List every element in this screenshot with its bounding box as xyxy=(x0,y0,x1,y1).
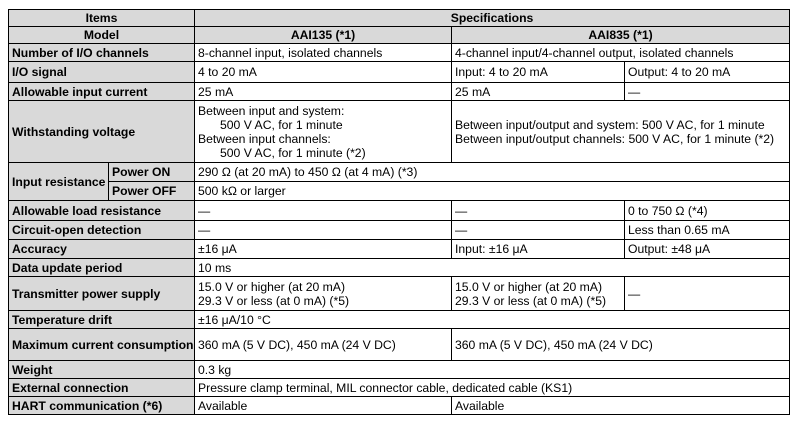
withstanding-a-line-2: 500 V AC, for 1 minute xyxy=(220,117,343,132)
transmitter-power-aai835-output: — xyxy=(625,277,790,311)
weight-label: Weight xyxy=(9,361,195,379)
withstanding-voltage-aai835 xyxy=(452,101,790,163)
temperature-drift-label: Temperature drift xyxy=(9,311,195,329)
io-channels-aai135: 8-channel input, isolated channels xyxy=(195,44,452,62)
specifications-table xyxy=(8,9,790,415)
row-max-current xyxy=(9,329,790,361)
power-off-value: 500 kΩ or larger xyxy=(195,182,790,201)
allowable-input-aai835-input: 25 mA xyxy=(452,83,625,101)
weight-value: 0.3 kg xyxy=(195,361,790,379)
circuit-open-aai835-input: — xyxy=(452,221,625,240)
io-channels-label: Number of I/O channels xyxy=(9,44,195,62)
max-current-aai135: 360 mA (5 V DC), 450 mA (24 V DC) xyxy=(195,329,452,361)
model-header: Model xyxy=(9,27,195,44)
load-resistance-aai835-input: — xyxy=(452,201,625,221)
transmitter-power-aai135 xyxy=(195,277,452,311)
items-header: Items xyxy=(9,10,195,27)
max-current-label: Maximum current consumption xyxy=(9,329,195,361)
row-accuracy xyxy=(9,240,790,259)
external-connection-label: External connection xyxy=(9,379,195,397)
max-current-aai835: 360 mA (5 V DC), 450 mA (24 V DC) xyxy=(452,329,790,361)
io-signal-aai835-input: Input: 4 to 20 mA xyxy=(452,62,625,83)
row-data-update xyxy=(9,259,790,277)
data-update-label: Data update period xyxy=(9,259,195,277)
row-input-resistance-on xyxy=(9,163,790,182)
allowable-input-aai835-output: — xyxy=(625,83,790,101)
specifications-header: Specifications xyxy=(195,10,790,27)
row-input-resistance-off xyxy=(9,182,790,201)
allowable-input-label: Allowable input current xyxy=(9,83,195,101)
hart-label: HART communication (*6) xyxy=(9,397,195,415)
hart-aai835: Available xyxy=(452,397,790,415)
input-resistance-label: Input resistance xyxy=(9,163,109,201)
tx-power-b-line-1: 15.0 V or higher (at 20 mA) xyxy=(455,279,602,294)
transmitter-power-aai835-input xyxy=(452,277,625,311)
withstanding-a-line-4: 500 V AC, for 1 minute (*2) xyxy=(220,145,366,160)
external-connection-value: Pressure clamp terminal, MIL connector cable, dedicated cable (KS1) xyxy=(195,379,790,397)
withstanding-voltage-aai135 xyxy=(195,101,452,163)
row-io-channels xyxy=(9,44,790,62)
header-row-model xyxy=(9,27,790,44)
header-row-items xyxy=(9,10,790,27)
withstanding-voltage-label: Withstanding voltage xyxy=(9,101,195,163)
withstanding-a-line-3: Between input channels: xyxy=(198,131,331,146)
io-signal-aai835-output: Output: 4 to 20 mA xyxy=(625,62,790,83)
row-external-connection xyxy=(9,379,790,397)
model-aai135-header: AAI135 (*1) xyxy=(195,27,452,44)
row-allowable-input xyxy=(9,83,790,101)
tx-power-a-line-1: 15.0 V or higher (at 20 mA) xyxy=(198,279,345,294)
accuracy-aai135: ±16 μA xyxy=(195,240,452,259)
power-on-value: 290 Ω (at 20 mA) to 450 Ω (at 4 mA) (*3) xyxy=(195,163,790,182)
temperature-drift-value: ±16 μA/10 °C xyxy=(195,311,790,329)
tx-power-b-line-2: 29.3 V or less (at 0 mA) (*5) xyxy=(455,293,607,308)
row-transmitter-power xyxy=(9,277,790,311)
tx-power-a-line-2: 29.3 V or less (at 0 mA) (*5) xyxy=(198,293,350,308)
power-off-label: Power OFF xyxy=(109,182,195,201)
power-on-label: Power ON xyxy=(109,163,195,182)
transmitter-power-label: Transmitter power supply xyxy=(9,277,195,311)
circuit-open-aai135: — xyxy=(195,221,452,240)
circuit-open-label: Circuit-open detection xyxy=(9,221,195,240)
row-load-resistance xyxy=(9,201,790,221)
row-io-signal xyxy=(9,62,790,83)
accuracy-aai835-input: Input: ±16 μA xyxy=(452,240,625,259)
withstanding-a-line-1: Between input and system: xyxy=(198,103,345,118)
load-resistance-label: Allowable load resistance xyxy=(9,201,195,221)
data-update-value: 10 ms xyxy=(195,259,790,277)
row-hart xyxy=(9,397,790,415)
load-resistance-aai135: — xyxy=(195,201,452,221)
row-weight xyxy=(9,361,790,379)
io-signal-aai135: 4 to 20 mA xyxy=(195,62,452,83)
io-channels-aai835: 4-channel input/4-channel output, isolated channels xyxy=(452,44,790,62)
allowable-input-aai135: 25 mA xyxy=(195,83,452,101)
load-resistance-aai835-output: 0 to 750 Ω (*4) xyxy=(625,201,790,221)
withstanding-b-line-2: Between input/output channels: 500 V AC, for 1 minute (*2) xyxy=(455,131,775,146)
accuracy-aai835-output: Output: ±48 μA xyxy=(625,240,790,259)
io-signal-label: I/O signal xyxy=(9,62,195,83)
row-temperature-drift xyxy=(9,311,790,329)
hart-aai135: Available xyxy=(195,397,452,415)
row-circuit-open xyxy=(9,221,790,240)
circuit-open-aai835-output: Less than 0.65 mA xyxy=(625,221,790,240)
withstanding-b-line-1: Between input/output and system: 500 V AC, for 1 minute xyxy=(455,117,765,132)
model-aai835-header: AAI835 (*1) xyxy=(452,27,790,44)
accuracy-label: Accuracy xyxy=(9,240,195,259)
row-withstanding-voltage xyxy=(9,101,790,163)
